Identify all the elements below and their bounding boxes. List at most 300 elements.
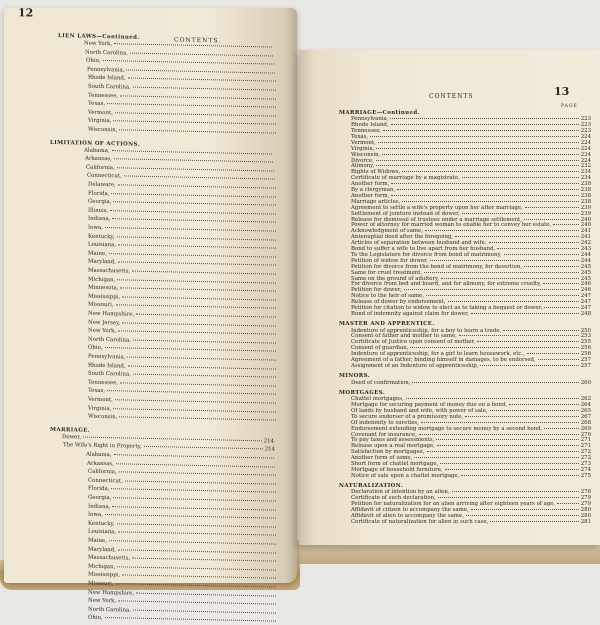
dot-leader xyxy=(436,439,578,440)
entry-page-number: 224 xyxy=(580,139,591,146)
entry-page-number: 253 xyxy=(580,333,591,340)
dot-leader xyxy=(421,422,579,423)
dot-leader xyxy=(466,515,579,516)
entry-title: Pennsylvania, xyxy=(87,66,125,74)
dot-leader xyxy=(525,207,579,208)
dot-leader xyxy=(425,230,579,231)
entry-page-number: 272 xyxy=(580,449,591,456)
contents-entry xyxy=(88,414,278,424)
dot-leader xyxy=(125,480,276,484)
entry-title: To secure endorser of a promissory note, xyxy=(351,413,464,420)
entry-page-number: 238 xyxy=(580,187,591,193)
dot-leader xyxy=(144,446,263,449)
dot-leader xyxy=(462,213,579,214)
dot-leader xyxy=(122,575,276,579)
dot-leader xyxy=(103,60,274,65)
entry-page-number: 223 xyxy=(580,128,591,134)
entry-title: By a clergyman, xyxy=(351,187,396,193)
entry-page-number: 238 xyxy=(580,198,591,205)
entry-title: Michigan, xyxy=(88,276,116,283)
dot-leader xyxy=(504,254,579,255)
entry-title: Consent of guardian, xyxy=(351,345,409,352)
entry-title: Affidavit of citizen to accompany the same, xyxy=(351,507,469,514)
dot-leader xyxy=(480,365,578,366)
section-title: MARRIAGE—Continued. xyxy=(339,110,420,116)
dot-leader xyxy=(83,436,262,441)
dot-leader xyxy=(116,583,276,587)
left-page-content xyxy=(14,5,289,622)
dot-leader xyxy=(112,150,272,154)
entry-title: Mortgage for securing payment of money due on a bond, xyxy=(351,402,508,408)
entry-page-number: 279 xyxy=(580,495,591,502)
contents-entry xyxy=(351,519,591,525)
entry-title: Connecticut, xyxy=(88,477,123,485)
entry-page-number: 232 xyxy=(580,163,591,170)
dot-leader xyxy=(136,314,276,318)
dot-leader xyxy=(448,301,579,302)
entry-page-number: 240 xyxy=(580,222,591,229)
entry-page-number: 270 xyxy=(580,431,591,438)
dot-leader xyxy=(437,445,579,446)
dot-leader xyxy=(126,69,275,73)
dot-leader xyxy=(110,210,276,214)
entry-page-number: 245 xyxy=(580,263,591,270)
entry-title: Marriage articles, xyxy=(351,198,401,205)
dot-leader xyxy=(118,549,276,553)
dot-leader xyxy=(430,260,579,261)
entry-title: Endorsement extending mortgage to secure money by a second bond, xyxy=(351,425,543,432)
section-title: NATURALIZATION. xyxy=(339,483,404,490)
entry-title: Indenture of apprenticeship, for a boy to learn a trade, xyxy=(351,327,502,334)
dot-leader xyxy=(477,341,579,342)
right-page-content xyxy=(329,50,591,540)
entry-title: Notice to the heir of same, xyxy=(351,293,425,300)
dot-leader xyxy=(109,540,276,545)
entry-page-number: 256 xyxy=(580,345,591,352)
entry-title: Kentucky, xyxy=(88,233,115,240)
dot-leader xyxy=(130,52,273,56)
entry-page-number: 271 xyxy=(580,437,591,444)
entry-title: Release upon a real mortgage, xyxy=(351,443,435,450)
entry-page-number: 271 xyxy=(580,443,591,450)
dot-leader xyxy=(122,322,276,326)
entry-title: To the Legislature for divorce from bond of matrimony, xyxy=(351,251,502,258)
dot-leader xyxy=(455,236,579,237)
entry-title: California, xyxy=(86,164,115,172)
entry-title: Consent of father and mother to same, xyxy=(351,333,457,340)
entry-page-number: 223 xyxy=(580,116,591,123)
dot-leader xyxy=(119,417,276,421)
entry-page-number: 255 xyxy=(580,339,591,346)
entry-title: Assignment of an Indenture of apprenticeship, xyxy=(351,362,479,369)
dot-leader xyxy=(378,142,579,143)
dot-leader xyxy=(440,463,578,464)
entry-page-number: 256 xyxy=(580,351,591,358)
entry-title: Indiana, xyxy=(88,216,111,223)
entry-title: Louisiana, xyxy=(88,529,117,536)
dot-leader xyxy=(122,296,276,300)
section-title: MARRIAGE. xyxy=(50,426,91,434)
entry-title: Bond of indemnity against claim for dower, xyxy=(351,310,469,317)
dot-leader xyxy=(117,236,276,240)
entry-title: Vermont, xyxy=(351,139,376,146)
entry-title: Short form of chattel mortgage, xyxy=(351,461,439,467)
dot-leader xyxy=(133,374,276,378)
section-heading xyxy=(58,33,158,41)
entry-title: South Carolina, xyxy=(88,83,131,91)
entry-title: Tennessee, xyxy=(88,379,119,387)
entry-page-number: 246 xyxy=(580,287,591,294)
dot-leader xyxy=(391,195,578,196)
entry-page-number: 241 xyxy=(580,234,591,241)
entry-page-number: 224 xyxy=(580,133,591,140)
entry-title: Indiana, xyxy=(88,503,111,510)
dot-leader xyxy=(114,158,273,162)
entry-page-number: 260 xyxy=(580,379,591,386)
entry-title: To pay taxes and assessments, xyxy=(351,437,435,444)
dot-leader xyxy=(128,78,276,82)
dot-leader xyxy=(118,262,276,266)
entry-page-number: 244 xyxy=(580,251,591,258)
entry-title: Another form of same, xyxy=(351,455,413,462)
entry-title: Vermont, xyxy=(88,109,113,116)
dot-leader xyxy=(503,330,578,331)
entry-title: Ohio, xyxy=(88,345,103,352)
entry-title: Petition for dower, xyxy=(351,287,402,294)
entry-title: Virginia, xyxy=(88,118,112,125)
dot-leader xyxy=(524,266,579,267)
entry-title: New York, xyxy=(84,40,113,48)
dot-leader xyxy=(136,592,276,596)
entry-title: Dower, xyxy=(62,433,82,441)
entry-page-number: 238 xyxy=(580,192,591,199)
entry-page-number: 265 xyxy=(580,407,591,414)
entry-title: Power of attorney for married woman to enable her to convey her estate, xyxy=(351,222,552,229)
entry-page-number: 247 xyxy=(580,299,591,306)
dot-leader xyxy=(117,523,276,527)
contents-entry xyxy=(88,615,278,625)
entry-page-number: 234 xyxy=(580,169,591,176)
entry-title: Ohio, xyxy=(86,57,101,65)
entry-title: Virginia, xyxy=(88,405,112,412)
dot-leader xyxy=(105,347,276,352)
entry-title: Iowa, xyxy=(88,511,103,519)
dot-leader xyxy=(128,365,276,369)
entry-page-number: 240 xyxy=(580,216,591,223)
entry-page-number: 248 xyxy=(580,310,591,317)
entry-page-number: 276 xyxy=(580,489,591,496)
dot-leader xyxy=(441,278,579,279)
entry-page-number: 246 xyxy=(580,281,591,288)
entry-title: New Jersey, xyxy=(88,319,121,326)
entry-title: Covenant for insurance, xyxy=(351,431,417,438)
dot-leader xyxy=(118,600,276,604)
dot-leader xyxy=(538,359,579,360)
section-heading xyxy=(339,483,579,489)
dot-leader xyxy=(397,189,579,190)
dot-leader xyxy=(376,160,579,161)
dot-leader xyxy=(410,347,578,348)
dot-leader xyxy=(112,506,276,510)
entry-title: New Hampshire, xyxy=(88,589,135,597)
dot-leader xyxy=(553,224,579,225)
entry-title: Certificate of naturalization for alien in such case, xyxy=(351,518,489,525)
dot-leader xyxy=(105,227,276,232)
entry-title: Rhode Island, xyxy=(88,75,126,82)
dot-leader xyxy=(124,176,275,180)
entry-page-number: 250 xyxy=(580,327,591,334)
section-heading xyxy=(339,110,579,116)
dot-leader xyxy=(120,288,276,292)
entry-page-number: 274 xyxy=(580,466,591,473)
dot-leader xyxy=(461,475,578,476)
entry-page-number: 241 xyxy=(580,228,591,235)
dot-leader xyxy=(509,404,579,405)
dot-leader xyxy=(370,136,579,137)
entry-title: Indenture of apprenticeship, for a girl to learn housework, etc., xyxy=(351,351,525,358)
entry-title: Settlement of jointure instead of dower, xyxy=(351,210,460,217)
dot-leader xyxy=(424,272,579,273)
entry-title: Articles of separation between husband and wife, xyxy=(351,240,487,247)
entry-page-number: 245 xyxy=(580,275,591,282)
dot-leader xyxy=(120,95,276,99)
entry-page-number: 244 xyxy=(580,257,591,264)
entry-title: Same on the ground of adultery, xyxy=(351,275,440,282)
right-page-header: CONTENTS xyxy=(429,93,474,100)
dot-leader xyxy=(462,177,579,178)
entry-page-number: 269 xyxy=(580,425,591,432)
entry-title: Alabama, xyxy=(84,147,110,154)
entry-title: Release for dismissal of trustees under a marriage settlement, xyxy=(351,216,522,223)
entry-title: Alabama, xyxy=(86,451,112,459)
dot-leader xyxy=(133,87,276,91)
dot-leader xyxy=(116,463,275,467)
dot-leader xyxy=(107,103,276,108)
entry-title: Illinois, xyxy=(88,207,109,214)
entry-title: Connecticut, xyxy=(87,173,122,180)
dot-leader xyxy=(113,201,276,205)
dot-leader xyxy=(544,307,578,308)
dot-leader xyxy=(402,201,578,202)
dot-leader xyxy=(527,353,579,354)
entry-page-number: 279 xyxy=(580,501,591,508)
contents-entry xyxy=(88,127,278,137)
right-page-number: 13 xyxy=(554,85,570,98)
entry-title: Tennessee, xyxy=(351,128,382,134)
entry-title: Pennsylvania, xyxy=(351,116,389,123)
dot-leader xyxy=(471,509,579,510)
dot-leader xyxy=(112,219,276,223)
entry-title: Mississippi, xyxy=(88,572,121,579)
entry-title: Another form, xyxy=(351,181,390,188)
dot-leader xyxy=(111,193,276,197)
entry-title: Louisiana, xyxy=(88,241,117,249)
contents-entry xyxy=(351,363,591,369)
entry-title: Texas, xyxy=(88,100,106,108)
entry-title: Maine, xyxy=(88,250,107,257)
entry-title: For divorce from bed and board, and for alimony, for extreme cruelty, xyxy=(351,281,542,288)
entry-title: Maryland, xyxy=(88,546,116,553)
dot-leader xyxy=(127,356,276,360)
entry-title: Missouri, xyxy=(88,580,114,588)
dot-leader xyxy=(426,295,579,296)
entry-page-number: 268 xyxy=(580,419,591,426)
dot-leader xyxy=(105,617,276,622)
dot-leader xyxy=(376,165,578,166)
dot-leader xyxy=(113,121,276,125)
entry-title: Missouri, xyxy=(88,302,114,309)
dot-leader xyxy=(113,408,276,412)
dot-leader xyxy=(544,428,578,429)
entry-title: Delaware, xyxy=(88,181,116,189)
entry-title: Pennsylvania, xyxy=(88,353,126,361)
dot-leader xyxy=(119,129,276,133)
entry-title: Tennessee, xyxy=(88,92,119,99)
dot-leader xyxy=(115,399,276,403)
entry-title: Wisconsin, xyxy=(88,126,118,134)
entry-title: Satisfaction by mortgagee, xyxy=(351,449,425,456)
dot-leader xyxy=(114,454,274,458)
entry-title: Michigan, xyxy=(88,563,116,571)
entry-title: Georgia, xyxy=(88,494,112,502)
dot-leader xyxy=(117,167,274,171)
entry-title: Iowa, xyxy=(88,224,103,231)
entry-title: Rhode Island, xyxy=(88,362,126,370)
entry-page-number: 262 xyxy=(580,396,591,403)
dot-leader xyxy=(543,283,579,284)
entry-page-number: 214 xyxy=(264,446,275,453)
entry-page-number: 234 xyxy=(580,175,591,182)
entry-title: Wisconsin, xyxy=(88,413,118,421)
entry-page-number: 242 xyxy=(580,240,591,247)
dot-leader xyxy=(490,521,578,522)
entry-title: The Wife's Right in Property, xyxy=(63,442,142,451)
entry-page-number: 245 xyxy=(580,269,591,276)
entry-title: Maine, xyxy=(88,537,107,545)
section-title: MINORS. xyxy=(339,373,370,380)
entry-title: Petition for divorce from the bond of matrimony, for desertion, xyxy=(351,263,523,270)
dot-leader xyxy=(105,514,276,519)
entry-title: North Carolina, xyxy=(85,49,128,57)
entry-title: North Carolina, xyxy=(88,336,131,344)
dot-leader xyxy=(471,313,579,314)
entry-title: Texas, xyxy=(351,133,369,140)
page-column-label: PAGE xyxy=(561,104,578,109)
section-title: MORTGAGES. xyxy=(339,389,386,396)
entry-title: Rights of Widows, xyxy=(351,169,401,176)
dot-leader xyxy=(406,398,579,399)
entry-title: Declaration of intention by an alien, xyxy=(351,489,450,496)
entry-title: Texas, xyxy=(88,388,106,395)
entry-page-number: 257 xyxy=(580,357,591,363)
section-title: LIMITATION OF ACTIONS. xyxy=(50,139,140,148)
entry-title: Mortgage of household furniture, xyxy=(351,466,443,473)
entry-page-number: 224 xyxy=(580,157,591,164)
entry-title: Arkansas, xyxy=(87,460,114,467)
entry-title: Massachusetts, xyxy=(88,554,131,562)
entry-title: North Carolina, xyxy=(88,606,131,614)
dot-leader xyxy=(445,469,579,470)
entry-page-number: 275 xyxy=(580,472,591,479)
entry-page-number: 272 xyxy=(580,455,591,462)
entry-page-number: 267 xyxy=(580,413,591,420)
dot-leader xyxy=(497,248,579,249)
dot-leader xyxy=(419,434,579,435)
dot-leader xyxy=(133,339,276,343)
left-page xyxy=(4,6,297,622)
entry-title: New York, xyxy=(88,327,117,335)
dot-leader xyxy=(459,335,579,336)
entry-title: Release of dower by endorsement, xyxy=(351,299,446,306)
entry-title: Vermont, xyxy=(88,396,113,404)
entry-page-number: 247 xyxy=(580,305,591,311)
dot-leader xyxy=(114,43,272,47)
dot-leader xyxy=(119,472,276,476)
section-heading xyxy=(339,390,579,396)
entry-title: Agreement to settle a wife's property upon her after marriage, xyxy=(351,204,523,211)
dot-leader xyxy=(390,118,578,119)
entry-title: Same for cruel treatment, xyxy=(351,269,423,276)
dot-leader xyxy=(414,457,578,458)
dot-leader xyxy=(118,330,276,334)
entry-page-number: 281 xyxy=(580,518,591,525)
dot-leader xyxy=(382,154,578,155)
dot-leader xyxy=(109,253,276,258)
entry-page-number: 264 xyxy=(580,402,591,408)
dot-leader xyxy=(452,491,579,492)
entry-title: Certificate of marriage by a magistrate, xyxy=(351,175,460,182)
dot-leader xyxy=(427,451,579,452)
entry-title: Georgia, xyxy=(88,198,112,206)
entry-title: Petition for citation to widow to elect as to taking a bequest or dower, xyxy=(351,305,543,311)
dot-leader xyxy=(438,497,579,498)
entry-title: Acknowledgment of same, xyxy=(351,228,423,235)
entry-page-number: 247 xyxy=(580,293,591,300)
entry-title: Deed of confirmation, xyxy=(351,379,411,386)
entry-title: New Hampshire, xyxy=(88,310,135,318)
dot-leader xyxy=(465,416,579,417)
dot-leader xyxy=(113,497,276,501)
dot-leader xyxy=(107,390,276,395)
dot-leader xyxy=(557,503,579,504)
entry-title: Kentucky, xyxy=(88,520,115,528)
entry-page-number: 238 xyxy=(580,181,591,188)
entry-title: Florida, xyxy=(88,486,110,493)
entry-page-number: 257 xyxy=(580,362,591,369)
dot-leader xyxy=(120,382,276,386)
entry-title: California, xyxy=(88,468,117,476)
dot-leader xyxy=(489,242,579,243)
entry-title: Florida, xyxy=(88,190,110,197)
contents-entry xyxy=(351,473,591,479)
entry-title: Antenuptial deed after the foregoing, xyxy=(351,234,454,241)
entry-title: Another form, xyxy=(351,192,390,199)
dot-leader xyxy=(133,609,276,613)
dot-leader xyxy=(490,410,579,411)
entry-page-number: 280 xyxy=(580,513,591,519)
section-heading xyxy=(339,321,579,327)
left-page-number: 12 xyxy=(18,6,34,20)
dot-leader xyxy=(116,305,276,309)
dot-leader xyxy=(118,532,276,536)
section-heading xyxy=(339,373,579,379)
dot-leader xyxy=(111,489,276,493)
entry-page-number: 243 xyxy=(580,246,591,252)
entry-title: Maryland, xyxy=(88,259,116,266)
entry-page-number: 273 xyxy=(580,461,591,467)
entry-title: Divorce, xyxy=(351,157,374,164)
entry-title: Certificate of Justice upon consent of mother, xyxy=(351,339,476,346)
